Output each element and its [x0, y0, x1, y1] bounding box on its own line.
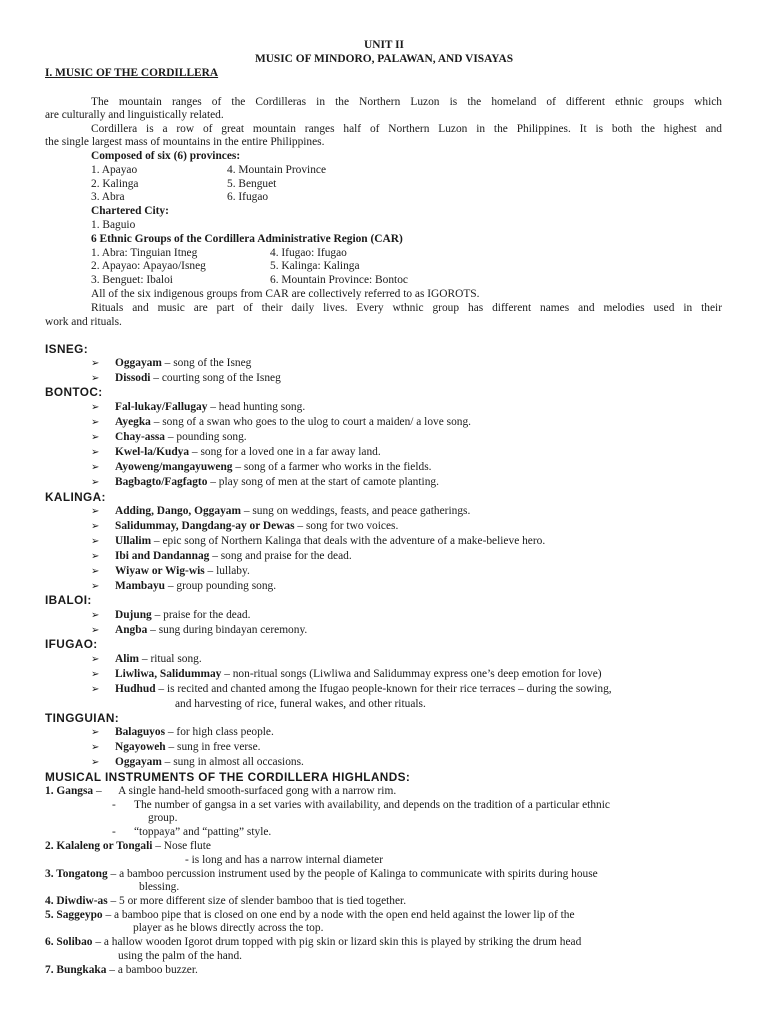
ethnic-item: 3. Benguet: Ibaloi [91, 274, 173, 286]
bullet-icon: ➢ [91, 477, 100, 488]
bullet-icon: ➢ [91, 566, 100, 577]
bullet-icon: ➢ [91, 373, 100, 384]
bullet-icon: ➢ [91, 402, 100, 413]
igorot-line: All of the six indigenous groups from CAR are collectively referred to as IGOROTS. [91, 288, 480, 300]
instrument-item-cont: blessing. [139, 881, 180, 893]
group-label-ibaloi: IBALOI: [45, 593, 92, 607]
song-item: ➢ Mambayu – group pounding song. [91, 580, 277, 592]
ethnic-item: 2. Apayao: Apayao/Isneg [91, 260, 206, 272]
instrument-subitem: - The number of gangsa in a set varies with availability, and depends on the tradition of a particular ethnic [112, 799, 610, 811]
bullet-icon: ➢ [91, 551, 100, 562]
song-item: ➢ Ayegka – song of a swan who goes to the ulog to court a maiden/ a love song. [91, 416, 472, 428]
ethnic-item: 4. Ifugao: Ifugao [270, 247, 347, 259]
bullet-icon: ➢ [91, 447, 100, 458]
instrument-subitem: - is long and has a narrow internal diameter [185, 854, 384, 866]
instruments-heading: MUSICAL INSTRUMENTS OF THE CORDILLERA HIGHLANDS: [45, 770, 411, 784]
instrument-subitem-cont: group. [148, 812, 178, 824]
chartered-item: 1. Baguio [91, 219, 136, 231]
song-item: ➢ Wiyaw or Wig-wis – lullaby. [91, 565, 250, 577]
song-item: ➢ Ibi and Dandannag – song and praise for the dead. [91, 550, 352, 562]
provinces-heading: Composed of six (6) provinces: [91, 150, 241, 162]
rituals-line1: Rituals and music are part of their daily lives. Every wthnic group has different names and melodies used in their [91, 302, 722, 314]
group-label-ifugao: IFUGAO: [45, 637, 98, 651]
instrument-item-cont: player as he blows directly across the top. [133, 922, 324, 934]
instrument-item: 2. Kalaleng or Tongali – Nose flute [45, 840, 211, 852]
bullet-icon: ➢ [91, 581, 100, 592]
chartered-heading: Chartered City: [91, 205, 169, 217]
song-item: ➢ Dujung – praise for the dead. [91, 609, 251, 621]
bullet-icon: ➢ [91, 417, 100, 428]
instrument-item: 5. Saggeypo – a bamboo pipe that is closed on one end by a node with the open end held against the lower lip of the [45, 909, 575, 921]
bullet-icon: ➢ [91, 654, 100, 665]
song-item: ➢ Fal-lukay/Fallugay – head hunting song. [91, 401, 306, 413]
bullet-icon: ➢ [91, 625, 100, 636]
bullet-icon: ➢ [91, 521, 100, 532]
song-item: ➢ Alim – ritual song. [91, 653, 202, 665]
bullet-icon: ➢ [91, 757, 100, 768]
song-item: ➢ Adding, Dango, Oggayam – sung on weddings, feasts, and peace gatherings. [91, 505, 471, 517]
rituals-line2: work and rituals. [45, 316, 122, 328]
song-item: ➢ Ngayoweh – sung in free verse. [91, 741, 261, 753]
group-label-tingguian: TINGGUIAN: [45, 711, 120, 725]
song-item: ➢ Hudhud – is recited and chanted among the Ifugao people-known for their rice terraces – during the sowing, [91, 683, 612, 695]
bullet-icon: ➢ [91, 669, 100, 680]
intro-p2-line1: Cordillera is a row of great mountain ranges half of Northern Luzon in the Philippines. It is both the highest and [91, 123, 722, 135]
group-label-bontoc: BONTOC: [45, 385, 103, 399]
instrument-item: 6. Solibao – a hallow wooden Igorot drum topped with pig skin or lizard skin this is played by striking the drum head [45, 936, 582, 948]
bullet-icon: ➢ [91, 742, 100, 753]
province-item: 3. Abra [91, 191, 125, 203]
song-item: ➢ Chay-assa – pounding song. [91, 431, 247, 443]
province-item: 4. Mountain Province [227, 164, 327, 176]
unit-title: UNIT II [364, 39, 404, 51]
province-item: 1. Apayao [91, 164, 138, 176]
song-item: ➢ Oggayam – song of the Isneg [91, 357, 252, 369]
intro-p1-line2: are culturally and linguistically related. [45, 109, 224, 121]
bullet-icon: ➢ [91, 506, 100, 517]
bullet-icon: ➢ [91, 684, 100, 695]
section-heading: I. MUSIC OF THE CORDILLERA [45, 67, 219, 79]
ethnic-item: 6. Mountain Province: Bontoc [270, 274, 408, 286]
instrument-item-cont: using the palm of the hand. [118, 950, 243, 962]
page-title: MUSIC OF MINDORO, PALAWAN, AND VISAYAS [254, 53, 514, 65]
song-item: ➢ Angba – sung during bindayan ceremony. [91, 624, 308, 636]
song-item: ➢ Bagbagto/Fagfagto – play song of men at the start of camote planting. [91, 476, 439, 488]
song-item: ➢ Oggayam – sung in almost all occasions. [91, 756, 304, 768]
instrument-item: 1. Gangsa – A single hand-held smooth-surfaced gong with a narrow rim. [45, 785, 397, 797]
instrument-subitem: - “toppaya” and “patting” style. [112, 826, 272, 838]
province-item: 2. Kalinga [91, 178, 139, 190]
song-item-continuation: and harvesting of rice, funeral wakes, and other rituals. [175, 698, 426, 710]
ethnic-heading: 6 Ethnic Groups of the Cordillera Administrative Region (CAR) [91, 233, 403, 245]
bullet-icon: ➢ [91, 536, 100, 547]
bullet-icon: ➢ [91, 432, 100, 443]
ethnic-item: 5. Kalinga: Kalinga [270, 260, 360, 272]
group-label-isneg: ISNEG: [45, 342, 89, 356]
intro-p2-line2: the single largest mass of mountains in the entire Philippines. [45, 136, 325, 148]
province-item: 5. Benguet [227, 178, 277, 190]
bullet-icon: ➢ [91, 610, 100, 621]
song-item: ➢ Liwliwa, Salidummay – non-ritual songs (Liwliwa and Salidummay express one’s deep emotion for love) [91, 668, 602, 680]
bullet-icon: ➢ [91, 358, 100, 369]
song-item: ➢ Salidummay, Dangdang-ay or Dewas – song for two voices. [91, 520, 399, 532]
bullet-icon: ➢ [91, 727, 100, 738]
song-item: ➢ Ullalim – epic song of Northern Kalinga that deals with the adventure of a make-believe hero. [91, 535, 546, 547]
instrument-item: 3. Tongatong – a bamboo percussion instrument used by the people of Kalinga to communicate with spirits during house [45, 868, 598, 880]
intro-p1-line1: The mountain ranges of the Cordilleras in the Northern Luzon is the homeland of different ethnic groups which [91, 96, 722, 108]
instrument-item: 4. Diwdiw-as – 5 or more different size of slender bamboo that is tied together. [45, 895, 407, 907]
song-item: ➢ Balaguyos – for high class people. [91, 726, 274, 738]
group-label-kalinga: KALINGA: [45, 490, 106, 504]
song-item: ➢ Dissodi – courting song of the Isneg [91, 372, 281, 384]
instrument-item: 7. Bungkaka – a bamboo buzzer. [45, 964, 198, 976]
province-item: 6. Ifugao [227, 191, 269, 203]
ethnic-item: 1. Abra: Tinguian Itneg [91, 247, 198, 259]
bullet-icon: ➢ [91, 462, 100, 473]
song-item: ➢ Kwel-la/Kudya – song for a loved one in a far away land. [91, 446, 381, 458]
song-item: ➢ Ayoweng/mangayuweng – song of a farmer who works in the fields. [91, 461, 432, 473]
